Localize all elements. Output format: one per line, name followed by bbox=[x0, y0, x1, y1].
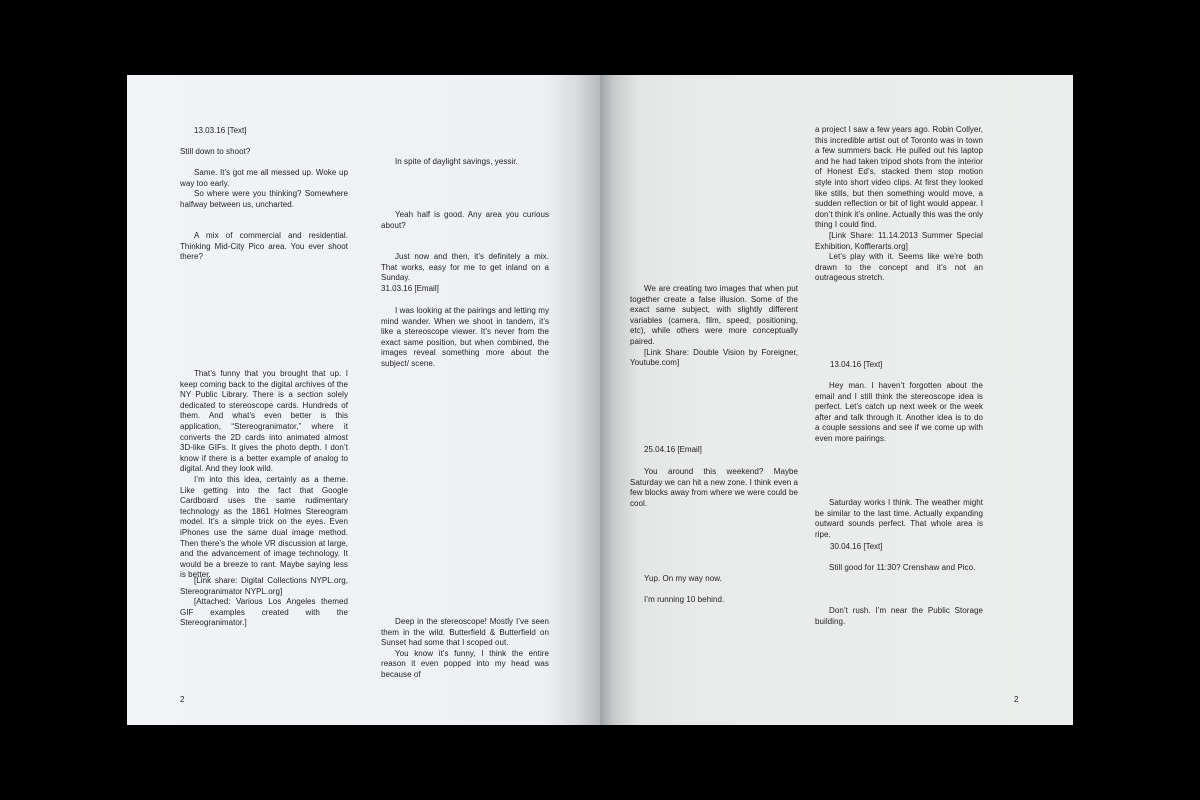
paragraph: Saturday works I think. The weather might be similar to the last time. Actually expanding outward sounds perfect. That whole area is ripe. bbox=[815, 498, 983, 539]
msg-funny bbox=[180, 369, 348, 581]
paragraph: Same. It’s got me all messed up. Woke up way too early. bbox=[180, 168, 348, 188]
paragraph: Still down to shoot? bbox=[180, 147, 251, 156]
paragraph: Yup. On my way now. bbox=[644, 574, 722, 583]
paragraph: Hey man. I haven’t forgotten about the email and I still think the stereoscope idea is perfect. Let’s catch up next week or the week after and talk through it. Another idea is to do a couple sessions and see if we come up with even more pairings. bbox=[815, 381, 983, 443]
paragraph: A mix of commercial and residential. Thinking Mid-City Pico area. You ever shoot there? bbox=[180, 231, 348, 262]
paragraph: Still good for 11:30? Crenshaw and Pico. bbox=[829, 563, 976, 572]
msg-messed-up bbox=[180, 168, 348, 210]
paragraph: I was looking at the pairings and letting my mind wander. When we shoot in tandem, it’s like a stereoscope viewer. It’s never from the exact same position, but when combined, the images reveal something more about the subject/ scene. bbox=[381, 306, 549, 368]
msg-still-down bbox=[180, 147, 348, 158]
paragraph: [Link Share: Double Vision by Foreigner, Youtube.com] bbox=[630, 347, 798, 368]
left-page bbox=[127, 75, 600, 725]
paragraph: Deep in the stereoscope! Mostly I’ve seen them in the wild. Butterfield & Butterfield on Sunset had some that I scoped out. bbox=[381, 617, 549, 648]
paragraph: [Attached: Various Los Angeles themed GIF examples created with the Stereogranimator.] bbox=[180, 597, 348, 628]
msg-creating bbox=[630, 284, 798, 369]
msg-dont-rush bbox=[815, 606, 983, 627]
paragraph: Yeah half is good. Any area you curious about? bbox=[381, 210, 549, 230]
page-number: 2 bbox=[180, 695, 185, 704]
msg-commercial bbox=[180, 231, 348, 263]
entry-date-31-03-16: 31.03.16 [Email] bbox=[381, 284, 439, 293]
msg-still-good bbox=[815, 563, 983, 574]
entry-date-13-04-16: 13.04.16 [Text] bbox=[830, 360, 883, 369]
msg-saturday bbox=[815, 498, 983, 540]
right-page bbox=[600, 75, 1073, 725]
paragraph: [Link share: Digital Collections NYPL.org, Stereogranimator NYPL.org] bbox=[180, 576, 348, 596]
paragraph: I’m running 10 behind. bbox=[644, 595, 725, 604]
msg-just-now bbox=[381, 252, 549, 284]
msg-pairings bbox=[381, 306, 549, 370]
msg-project bbox=[815, 125, 983, 284]
paragraph: You around this weekend? Maybe Saturday we can hit a new zone. I think even a few blocks away from where we were could be cool. bbox=[630, 467, 798, 508]
paragraph: [Link Share: 11.14.2013 Summer Special Exhibition, Kofflerarts.org] bbox=[815, 230, 983, 251]
paragraph: Just now and then, it’s definitely a mix. That works, easy for me to get inland on a Sunday. bbox=[381, 252, 549, 283]
paragraph: I’m into this idea, certainly as a theme. Like getting into the fact that Google Cardboard uses the same rudimentary technology as the 1861 Holmes Stereogram model. It’s a simple trick on the eyes. Even iPhones use the same dual image method. Then there’s the whole VR discussion at large, and the advancement of image technology. It would be a breeze to rant. Maybe saying less is better. bbox=[180, 474, 348, 580]
entry-date-25-04-16: 25.04.16 [Email] bbox=[644, 445, 702, 454]
paragraph: So where were you thinking? Somewhere halfway between us, uncharted. bbox=[180, 189, 348, 209]
msg-half-good bbox=[381, 210, 549, 231]
msg-hey-man bbox=[815, 381, 983, 445]
page-number: 2 bbox=[1014, 695, 1019, 704]
paragraph: We are creating two images that when put together create a false illusion. Some of the exact same subject, with slightly different variables (camera, film, speed, positioning, etc), while others were more conceptually paired. bbox=[630, 284, 798, 346]
entry-date-13-03-16: 13.03.16 [Text] bbox=[194, 126, 247, 135]
msg-running bbox=[630, 595, 798, 606]
entry-date-30-04-16: 30.04.16 [Text] bbox=[830, 542, 883, 551]
paragraph: You know it’s funny, I think the entire reason it even popped into my head was because of bbox=[381, 648, 549, 679]
paragraph: That’s funny that you brought that up. I keep coming back to the digital archives of the NY Public Library. There is a section solely dedicated to stereoscope cards. Hundreds of them. And what’s even better is this application, “Stereogranimator,” where it converts the 2D cards into animated almost 3D-like GIFs. It gives the photo depth. I don’t know if there is a better example of analog to digital. And they look wild. bbox=[180, 369, 348, 474]
book-spread bbox=[127, 75, 1073, 725]
paragraph: Let’s play with it. Seems like we’re both drawn to the concept and it’s not an outrageous stretch. bbox=[815, 252, 983, 283]
paragraph: In spite of daylight savings, yessir. bbox=[395, 157, 518, 166]
msg-deep bbox=[381, 617, 549, 681]
paragraph: Don’t rush. I’m near the Public Storage building. bbox=[815, 606, 983, 626]
msg-weekend bbox=[630, 467, 798, 509]
msg-link-nypl bbox=[180, 576, 348, 629]
paragraph: a project I saw a few years ago. Robin Collyer, this incredible artist out of Toronto was in town a few summers back. He pulled out his laptop and he had taken tripod shots from the interior of Honest Ed’s, stacked them stop motion style into short video clips. At first they looked like stills, but then something would move, a sudden reflection or bit of light would appear. I don’t think it’s online. Actually this was the only thing I could find. bbox=[815, 125, 983, 230]
msg-daylight bbox=[381, 157, 549, 168]
msg-on-my-way bbox=[630, 574, 798, 585]
